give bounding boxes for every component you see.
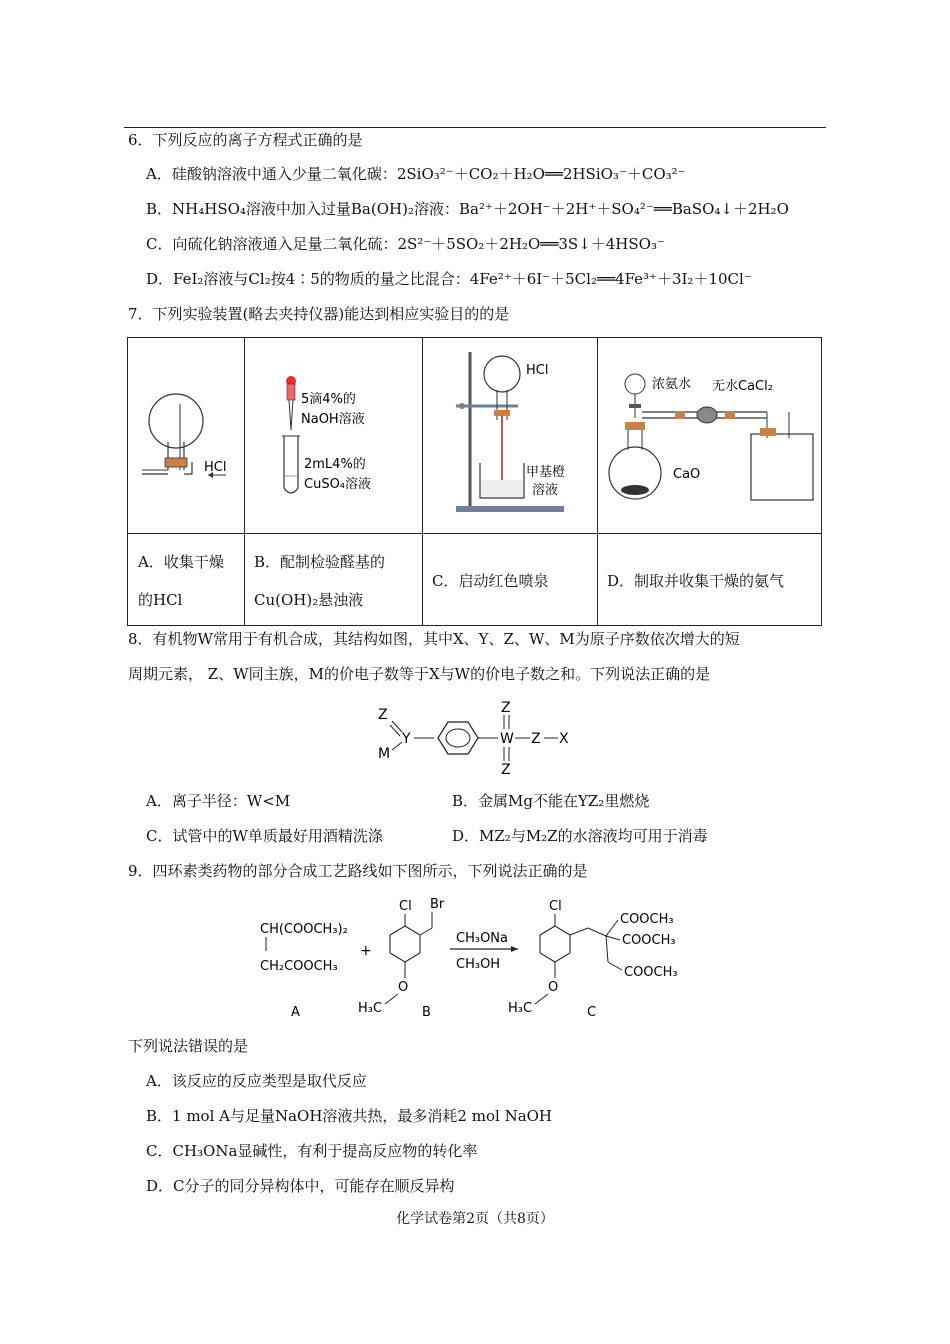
b-methyl: H₃C	[358, 1001, 383, 1016]
fountain-hcl-label: HCl	[526, 363, 549, 378]
compound-w-structure	[370, 700, 580, 780]
struct-x: X	[559, 731, 569, 747]
b-oxygen: O	[398, 980, 409, 995]
q7-option-a-line1: A．收集干燥	[138, 553, 224, 571]
q7-option-d: D．制取并收集干燥的氨气	[607, 572, 785, 590]
flask-collection-diagram	[128, 338, 244, 533]
struct-m: M	[378, 746, 391, 762]
q8-option-b: B．金属Mg不能在YZ₂里燃烧	[452, 792, 650, 810]
label-b: B	[422, 1005, 431, 1020]
q6-option-c: C．向硫化钠溶液通入足量二氧化硫：2S²⁻＋5SO₂＋2H₂O══3S↓＋4HSO₃⁻	[146, 235, 665, 253]
q7-option-a-line2: 的HCl	[138, 591, 183, 609]
q7-option-b-line1: B．配制检验醛基的	[254, 553, 386, 571]
struct-z2: Z	[501, 700, 511, 716]
q9-option-a: A．该反应的反应类型是取代反应	[146, 1072, 367, 1090]
label-a: A	[291, 1005, 300, 1020]
label-c: C	[587, 1005, 597, 1020]
synthesis-scheme	[250, 890, 700, 1025]
q7-option-c: C．启动红色喷泉	[432, 572, 549, 590]
q7-stem: 7．下列实验装置(略去夹持仪器)能达到相应实验目的的是	[128, 305, 510, 323]
q7-apparatus-table	[127, 337, 822, 626]
q8-option-a: A．离子半径：W<M	[146, 792, 291, 810]
q6-option-b: B．NH₄HSO₄溶液中加入过量Ba(OH)₂溶液：Ba²⁺＋2OH⁻＋2H⁺＋SO₄²⁻══BaSO₄↓＋2H₂O	[146, 200, 789, 218]
struct-y: Y	[402, 731, 411, 747]
c-ester-2: COOCH₃	[622, 933, 676, 948]
header-rule	[124, 127, 826, 128]
b-bromine: Br	[430, 897, 445, 912]
solution-label: 溶液	[532, 483, 559, 498]
struct-z1: Z	[378, 707, 388, 723]
c-methyl: H₃C	[508, 1001, 533, 1016]
q6-stem: 6．下列反应的离子方程式正确的是	[128, 131, 363, 149]
q9-stem: 9．四环素类药物的部分合成工艺路线如下图所示，下列说法正确的是	[128, 862, 588, 880]
conc-ammonia-label: 浓氨水	[652, 377, 692, 392]
a-top-group: CH(COOCH₃)₂	[260, 922, 348, 937]
dropper-tube-diagram	[244, 338, 422, 533]
q7-option-b-line2: Cu(OH)₂悬浊液	[254, 591, 364, 609]
q6-option-a: A．硅酸钠溶液中通入少量二氧化碳：2SiO₃²⁻＋CO₂＋H₂O══2HSiO₃⁻＋CO₃²⁻	[146, 165, 686, 183]
methyl-orange-label: 甲基橙	[526, 465, 566, 480]
struct-z4: Z	[531, 731, 541, 747]
solvent: CH₃OH	[456, 957, 501, 972]
naoh-label: NaOH溶液	[301, 412, 365, 427]
c-chlorine: Cl	[549, 899, 562, 914]
a-bottom-group: CH₂COOCH₃	[260, 959, 338, 974]
q8-stem-line2: 周期元素， Z、W同主族，M的价电子数等于X与W的价电子数之和。下列说法正确的是	[128, 665, 711, 683]
b-chlorine: Cl	[399, 899, 412, 914]
c-oxygen: O	[548, 980, 559, 995]
page-footer: 化学试卷第2页（共8页）	[396, 1211, 554, 1227]
plus-sign: +	[360, 943, 372, 959]
q6-option-d: D．FeI₂溶液与Cl₂按4∶5的物质的量之比混合：4Fe²⁺＋6I⁻＋5Cl₂══4Fe³⁺＋3I₂＋10Cl⁻	[146, 270, 752, 288]
cuso4-amount-label: 2mL4%的	[304, 457, 366, 472]
q9-option-c: C．CH₃ONa显碱性，有利于提高反应物的转化率	[146, 1142, 478, 1160]
ammonia-apparatus-diagram	[597, 338, 823, 533]
naoh-amount-label: 5滴4%的	[301, 392, 356, 407]
q9-option-d: D．C分子的同分异构体中，可能存在顺反异构	[146, 1177, 455, 1195]
q9-sub-stem: 下列说法错误的是	[128, 1037, 249, 1055]
c-ester-3: COOCH₃	[624, 965, 678, 980]
q8-option-d: D．MZ₂与M₂Z的水溶液均可用于消毒	[452, 827, 708, 845]
cao-label: CaO	[673, 467, 701, 482]
hcl-label: HCl	[204, 460, 227, 475]
cuso4-label: CuSO₄溶液	[304, 477, 372, 492]
struct-w: W	[500, 731, 514, 747]
fountain-diagram	[422, 338, 597, 533]
c-ester-1: COOCH₃	[620, 912, 674, 927]
q9-option-b: B．1 mol A与足量NaOH溶液共热，最多消耗2 mol NaOH	[146, 1107, 553, 1125]
reagent: CH₃ONa	[456, 931, 508, 946]
q8-stem-line1: 8．有机物W常用于有机合成，其结构如图，其中X、Y、Z、W、M为原子序数依次增大的短	[128, 630, 740, 648]
struct-z3: Z	[501, 762, 511, 778]
cacl2-label: 无水CaCl₂	[712, 379, 773, 394]
q8-option-c: C．试管中的W单质最好用酒精洗涤	[146, 827, 383, 845]
